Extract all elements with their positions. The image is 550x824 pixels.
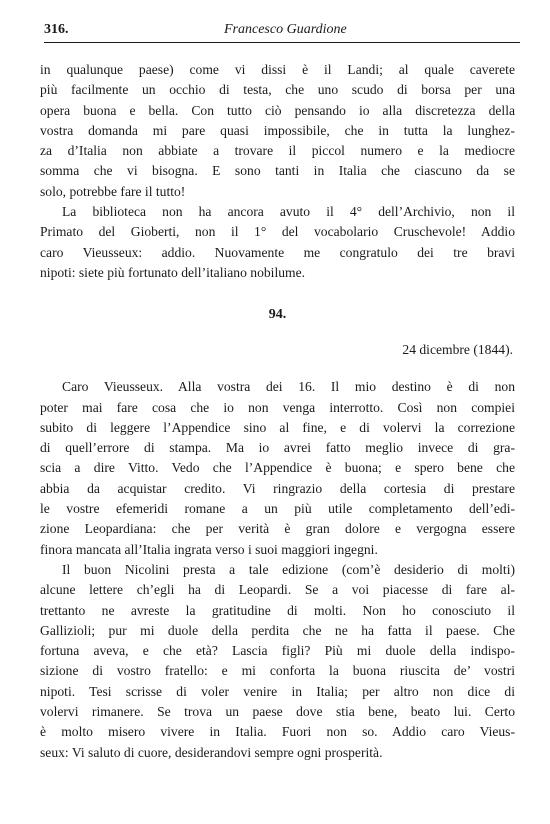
text-line: Primato del Gioberti, non il 1° del vocabolario Cruschevole! Addio	[40, 224, 515, 240]
text-line: finora mancata all’Italia ingrata verso i suoi maggiori ingegni.	[40, 541, 378, 557]
text-line: è molto misero vivere in Italia. Fuori non so. Addio caro Vieus-	[40, 724, 515, 740]
text-line: scia a dire Vitto. Vedo che l’Appendice è buona; e spero bene che	[40, 460, 515, 476]
paragraph-biblioteca	[40, 202, 515, 283]
text-line: poter mai fare cosa che io non venga interrotto. Così non compiei	[40, 399, 515, 415]
paragraph-continued	[40, 60, 515, 202]
page-number: 316.	[44, 22, 69, 37]
text-line: nipoti. Tesi scrisse di voler venire in Italia; per altro non dice di	[40, 683, 515, 699]
text-line: Il buon Nicolini presta a tale edizione (com’è desiderio di molti)	[62, 561, 515, 577]
text-line: abbia da acquistar credito. Vi ringrazio della cortesia di prestare	[40, 480, 515, 496]
text-line: za d’Italia non abbiate a trovare il piccol numero e la mediocre	[40, 143, 515, 159]
text-line: subito di leggere l’Appendice sino al fine, e di volervi la correzione	[40, 419, 515, 435]
text-line: di quell’errore di stampa. Ma io avrei fatto meglio invece di gra-	[40, 440, 515, 456]
text-line: volervi rimanere. Se trova un paese dove stia bene, beato lui. Certo	[40, 704, 515, 720]
text-line: le vostre efemeridi romane a un più utile completamento dell’edi-	[40, 501, 515, 517]
running-title: Francesco Guardione	[224, 22, 347, 37]
text-line: in qualunque paese) come vi dissi è il Landi; al quale caverete	[40, 62, 515, 77]
text-line: somma che vi bisogna. E sono tanti in Italia che ciascuno da se	[40, 163, 515, 179]
text-line: La biblioteca non ha ancora avuto il 4° dell’Archivio, non il	[62, 204, 515, 220]
text-line: alcune lettere ch’egli ha di Leopardi. Se a voi piacesse di fare al-	[40, 582, 515, 598]
letter-paragraph-1	[40, 377, 515, 560]
page-header	[44, 22, 520, 43]
text-line: zione Leopardiana: che per verità è gran dolore e vergogna essere	[40, 521, 515, 537]
letter-paragraph-2	[40, 560, 515, 763]
text-line: trettanto ne avreste la gratitudine di molti. Non ho conosciuto il	[40, 602, 515, 618]
text-line: Gallizioli; pur mi duole della perdita che ne ha fatta il paese. Che	[40, 622, 515, 638]
letter-number: 94.	[268, 307, 287, 323]
text-line: Caro Vieusseux. Alla vostra dei 16. Il mio destino è di non	[62, 379, 515, 395]
text-line: opera buona e bella. Con tutto ciò pensando io alla discretezza della	[40, 102, 515, 118]
text-line: seux: Vi saluto di cuore, desiderandovi sempre ogni prosperità.	[40, 744, 383, 760]
text-line: nipoti: siete più fortunato dell’italiano nobilume.	[40, 264, 306, 280]
text-line: solo, potrebbe fare il tutto!	[40, 183, 186, 199]
text-line: più facilmente un occhio di testa, che uno scudo di borsa per una	[40, 82, 515, 98]
body-text	[40, 60, 515, 763]
letter-date: 24 dicembre (1844).	[402, 342, 513, 358]
text-line: caro Vieusseux: addio. Nuovamente me congratulo dei tre bravi	[40, 244, 515, 260]
text-line: fortuna aveva, e che età? Lascia figli? Più mi duole della indispo-	[40, 643, 515, 659]
text-line: vostra domanda mi pare quasi impossibile, che in tutta la lunghez-	[40, 122, 515, 138]
text-line: sizione di vostro fratello: e mi conforta la buona riuscita de’ vostri	[40, 663, 515, 679]
